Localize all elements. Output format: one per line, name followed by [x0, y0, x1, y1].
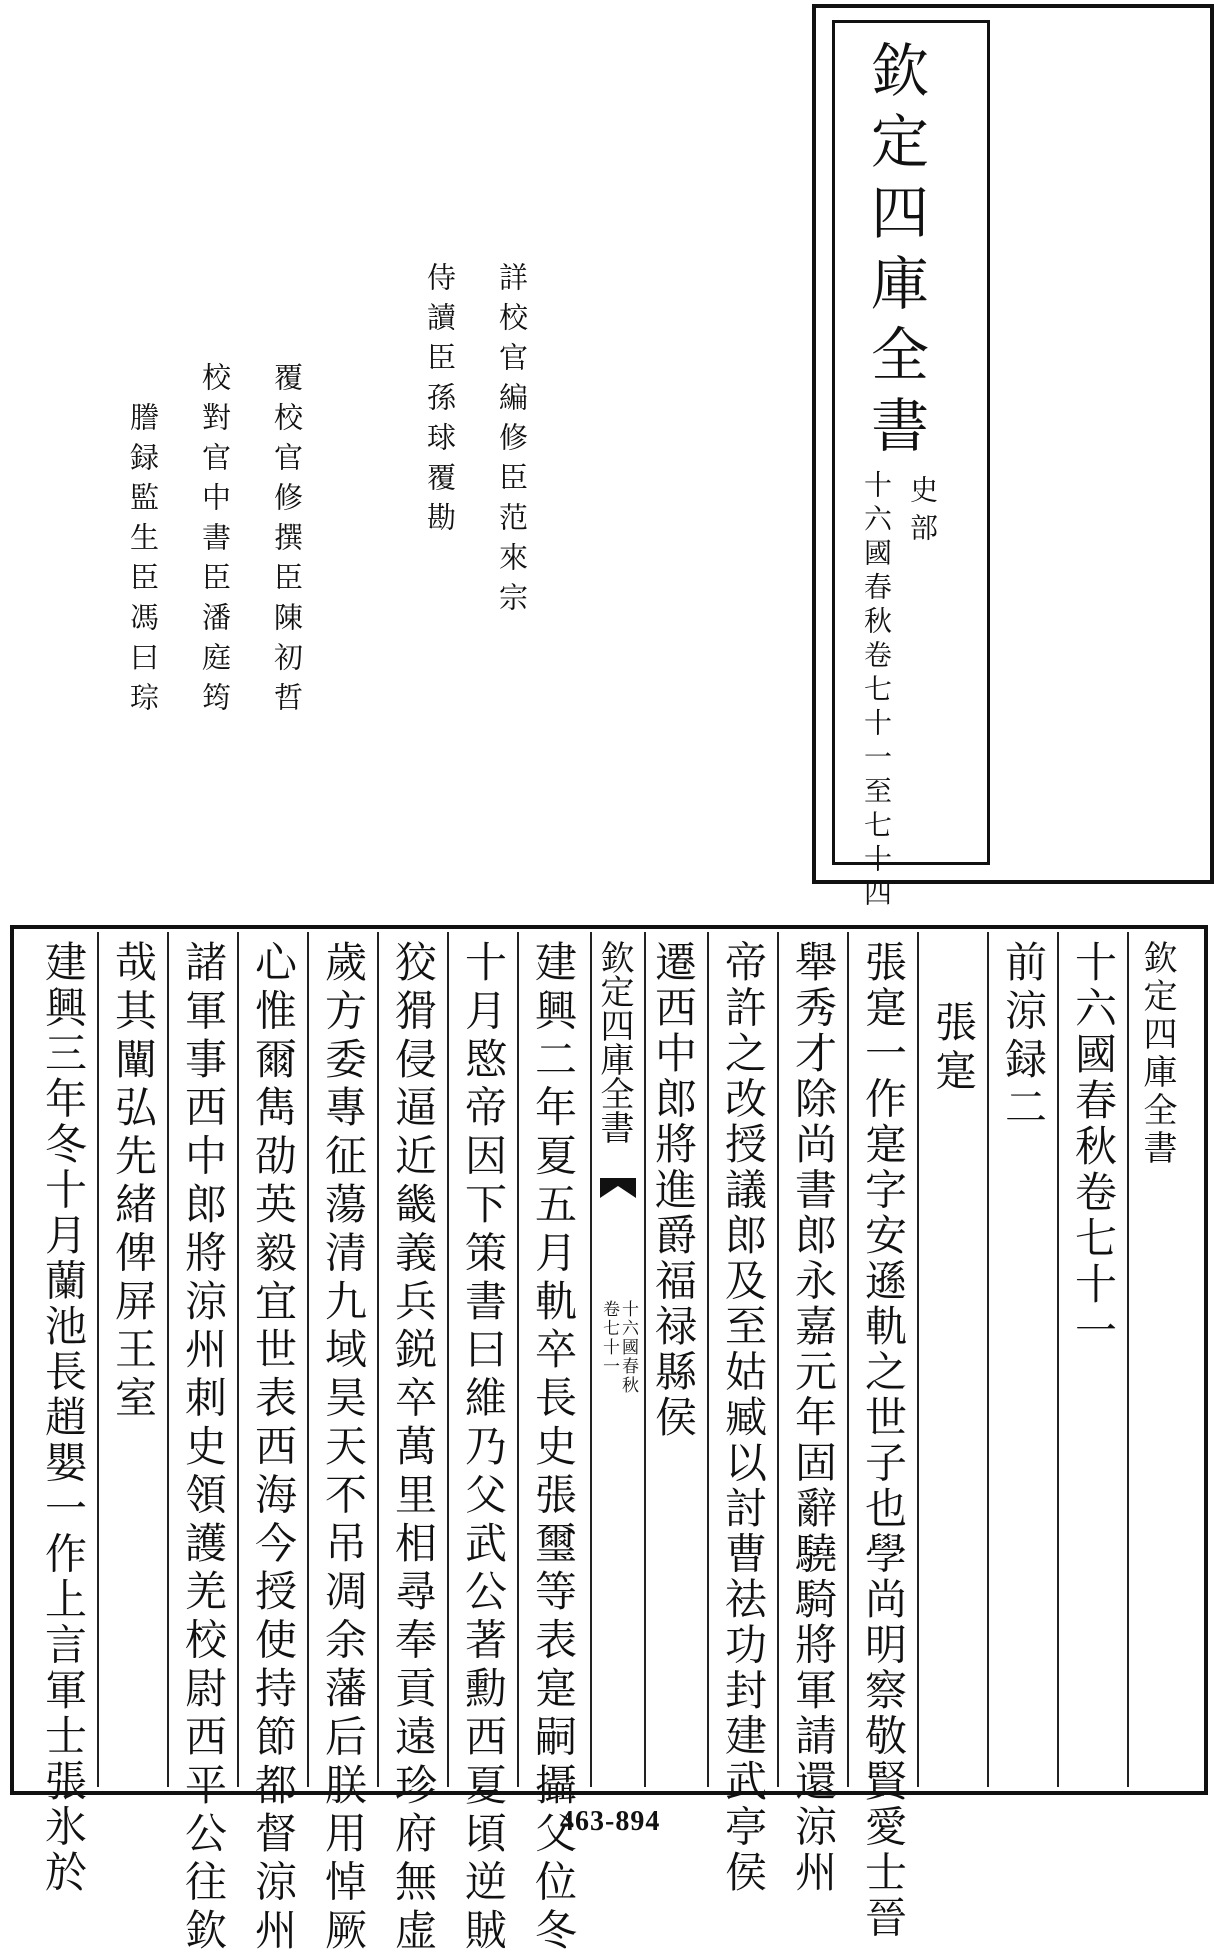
credit-column-2: 侍讀臣孫球覆勘: [423, 262, 457, 542]
column-rule: [707, 932, 709, 1787]
center-strip-volume: 卷七十一: [599, 1300, 619, 1376]
text-column: 舉秀才除尚書郎永嘉元年固辭驍騎將軍請還涼州: [789, 940, 838, 1896]
fish-tail-mark-icon: [600, 1178, 636, 1198]
credit-column-3: 覆校官修撰臣陳初哲: [270, 362, 304, 722]
page-number: 463-894: [560, 1806, 661, 1837]
center-strip-title: 十六國春秋: [618, 1300, 638, 1395]
text-column: 建興三年冬十月蘭池長趙嬰一作上言軍士張氷於: [39, 940, 88, 1896]
credit-column-5: 謄録監生臣馮曰琮: [126, 402, 160, 722]
cover-volume: 十六國春秋卷七十一至七十四: [860, 470, 893, 912]
right-page-volume-line: 十六國春秋卷七十一: [1069, 940, 1118, 1354]
text-column: 遷西中郎將進爵福禄縣侯: [649, 940, 698, 1441]
column-rule: [777, 932, 779, 1787]
credit-column-1: 詳校官編修臣范來宗: [495, 262, 529, 622]
column-rule: [1057, 932, 1059, 1787]
column-rule: [377, 932, 379, 1787]
column-rule: [517, 932, 519, 1787]
text-column: 十月愍帝因下策書曰維乃父武公著勳西夏頃逆賊: [459, 940, 508, 1956]
cover-category: 史部: [906, 475, 939, 551]
cover-title: 欽定四庫全書: [861, 40, 929, 466]
column-rule: [307, 932, 309, 1787]
right-page-header: 欽定四庫全書: [1137, 940, 1177, 1168]
text-column: 哉其闡弘先緒俾屏王室: [109, 940, 158, 1424]
text-column: 張寔一作寔字安遜軌之世子也學尚明察敬賢愛士晉: [859, 940, 908, 1941]
right-page-chapter-name: 張寔: [929, 1000, 978, 1097]
text-column: 諸軍事西中郎將涼州刺史領護羌校尉西平公往欽: [179, 940, 228, 1956]
column-rule: [1127, 932, 1129, 1787]
text-column: 心惟爾雋劭英毅宜世表西海今授使持節都督涼州: [249, 940, 298, 1956]
center-strip-header: 欽定四庫全書: [594, 940, 634, 1144]
column-rule: [987, 932, 989, 1787]
text-column: 帝許之改授議郎及至姑臧以討曹祛功封建武亭侯: [719, 940, 768, 1896]
text-column: 建興二年夏五月軌卒長史張璽等表寔嗣攝父位冬: [529, 940, 578, 1956]
column-rule: [237, 932, 239, 1787]
column-rule: [917, 932, 919, 1787]
text-column: 歲方委專征蕩清九域昊天不吊凋余藩后朕用悼厥: [319, 940, 368, 1956]
column-rule: [167, 932, 169, 1787]
text-column: 狡猾侵逼近畿義兵鋭卒萬里相尋奉貢遠珍府無虚: [389, 940, 438, 1956]
right-page-section: 前涼録二: [999, 940, 1048, 1134]
column-rule: [847, 932, 849, 1787]
column-rule: [447, 932, 449, 1787]
credit-column-4: 校對官中書臣潘庭筠: [198, 362, 232, 722]
column-rule: [97, 932, 99, 1787]
